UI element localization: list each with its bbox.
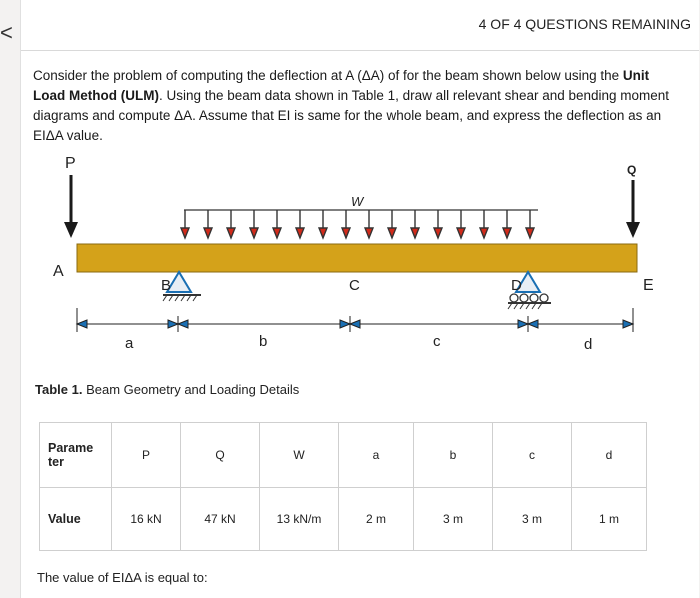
questions-remaining: 4 OF 4 QUESTIONS REMAINING — [478, 16, 691, 32]
label-c: C — [349, 277, 360, 294]
table-cell: c — [493, 423, 572, 488]
label-b: B — [161, 277, 172, 294]
label-q: Q — [627, 163, 637, 177]
table-cell: Value — [40, 488, 112, 551]
table-cell: 13 kN/m — [260, 488, 339, 551]
question-header — [21, 0, 699, 51]
table-cell: Q — [181, 423, 260, 488]
point-load-p-arrow — [64, 175, 78, 238]
table-cell: W — [260, 423, 339, 488]
table-cell: d — [572, 423, 647, 488]
question-card — [20, 0, 699, 598]
table-cell: 47 kN — [181, 488, 260, 551]
delta-a-symbol: ΔA — [361, 68, 380, 83]
table-row — [40, 488, 647, 551]
dim-b: b — [259, 333, 268, 350]
question-text-part: value. — [63, 128, 103, 143]
label-p: P — [65, 155, 76, 172]
table-row — [40, 423, 647, 488]
dim-d: d — [584, 336, 593, 353]
table-cell: 1 m — [572, 488, 647, 551]
parameters-table — [39, 422, 647, 551]
table-cell: a — [339, 423, 414, 488]
question-text — [33, 66, 683, 146]
dim-c: c — [433, 333, 441, 350]
table-cell: 2 m — [339, 488, 414, 551]
back-chevron-icon[interactable]: < — [0, 20, 13, 45]
label-e: E — [643, 277, 654, 294]
table-cell: 3 m — [414, 488, 493, 551]
table-cell: P — [112, 423, 181, 488]
udl-arrows — [181, 210, 534, 238]
question-text-part: . Using the beam data shown in Table 1, draw all relevant shear and bending moment diagrams and compute — [33, 88, 670, 123]
delta-a-symbol: ΔA — [174, 108, 193, 123]
label-w: W — [351, 194, 364, 209]
ei-delta-symbol: EIΔA — [33, 128, 64, 143]
question-text-part: Consider the problem of computing the deflection at A ( — [33, 68, 362, 83]
question-text-part: ) of for the beam shown below using the — [379, 68, 623, 83]
beam — [77, 244, 637, 272]
table-cell: 16 kN — [112, 488, 181, 551]
table-caption-text: Beam Geometry and Loading Details — [82, 382, 300, 397]
question-text-part: . Assume that EI is same for the whole beam, and express the deflection as an — [192, 108, 662, 123]
dim-a: a — [125, 335, 134, 352]
label-d: D — [511, 277, 522, 294]
table-cell: 3 m — [493, 488, 572, 551]
table-caption-bold: Table 1. — [35, 382, 83, 397]
beam-diagram — [21, 150, 699, 370]
left-strip — [0, 0, 18, 598]
point-load-q-arrow — [626, 180, 640, 238]
ulm-bold-text: Unit Load Method (ULM) — [33, 68, 650, 103]
label-a: A — [53, 263, 64, 280]
answer-prompt: The value of EIΔA is equal to: — [37, 570, 208, 585]
table-cell: b — [414, 423, 493, 488]
table-cell: Parame ter — [40, 423, 112, 488]
dimension-line — [77, 308, 633, 332]
table-caption — [35, 382, 299, 397]
